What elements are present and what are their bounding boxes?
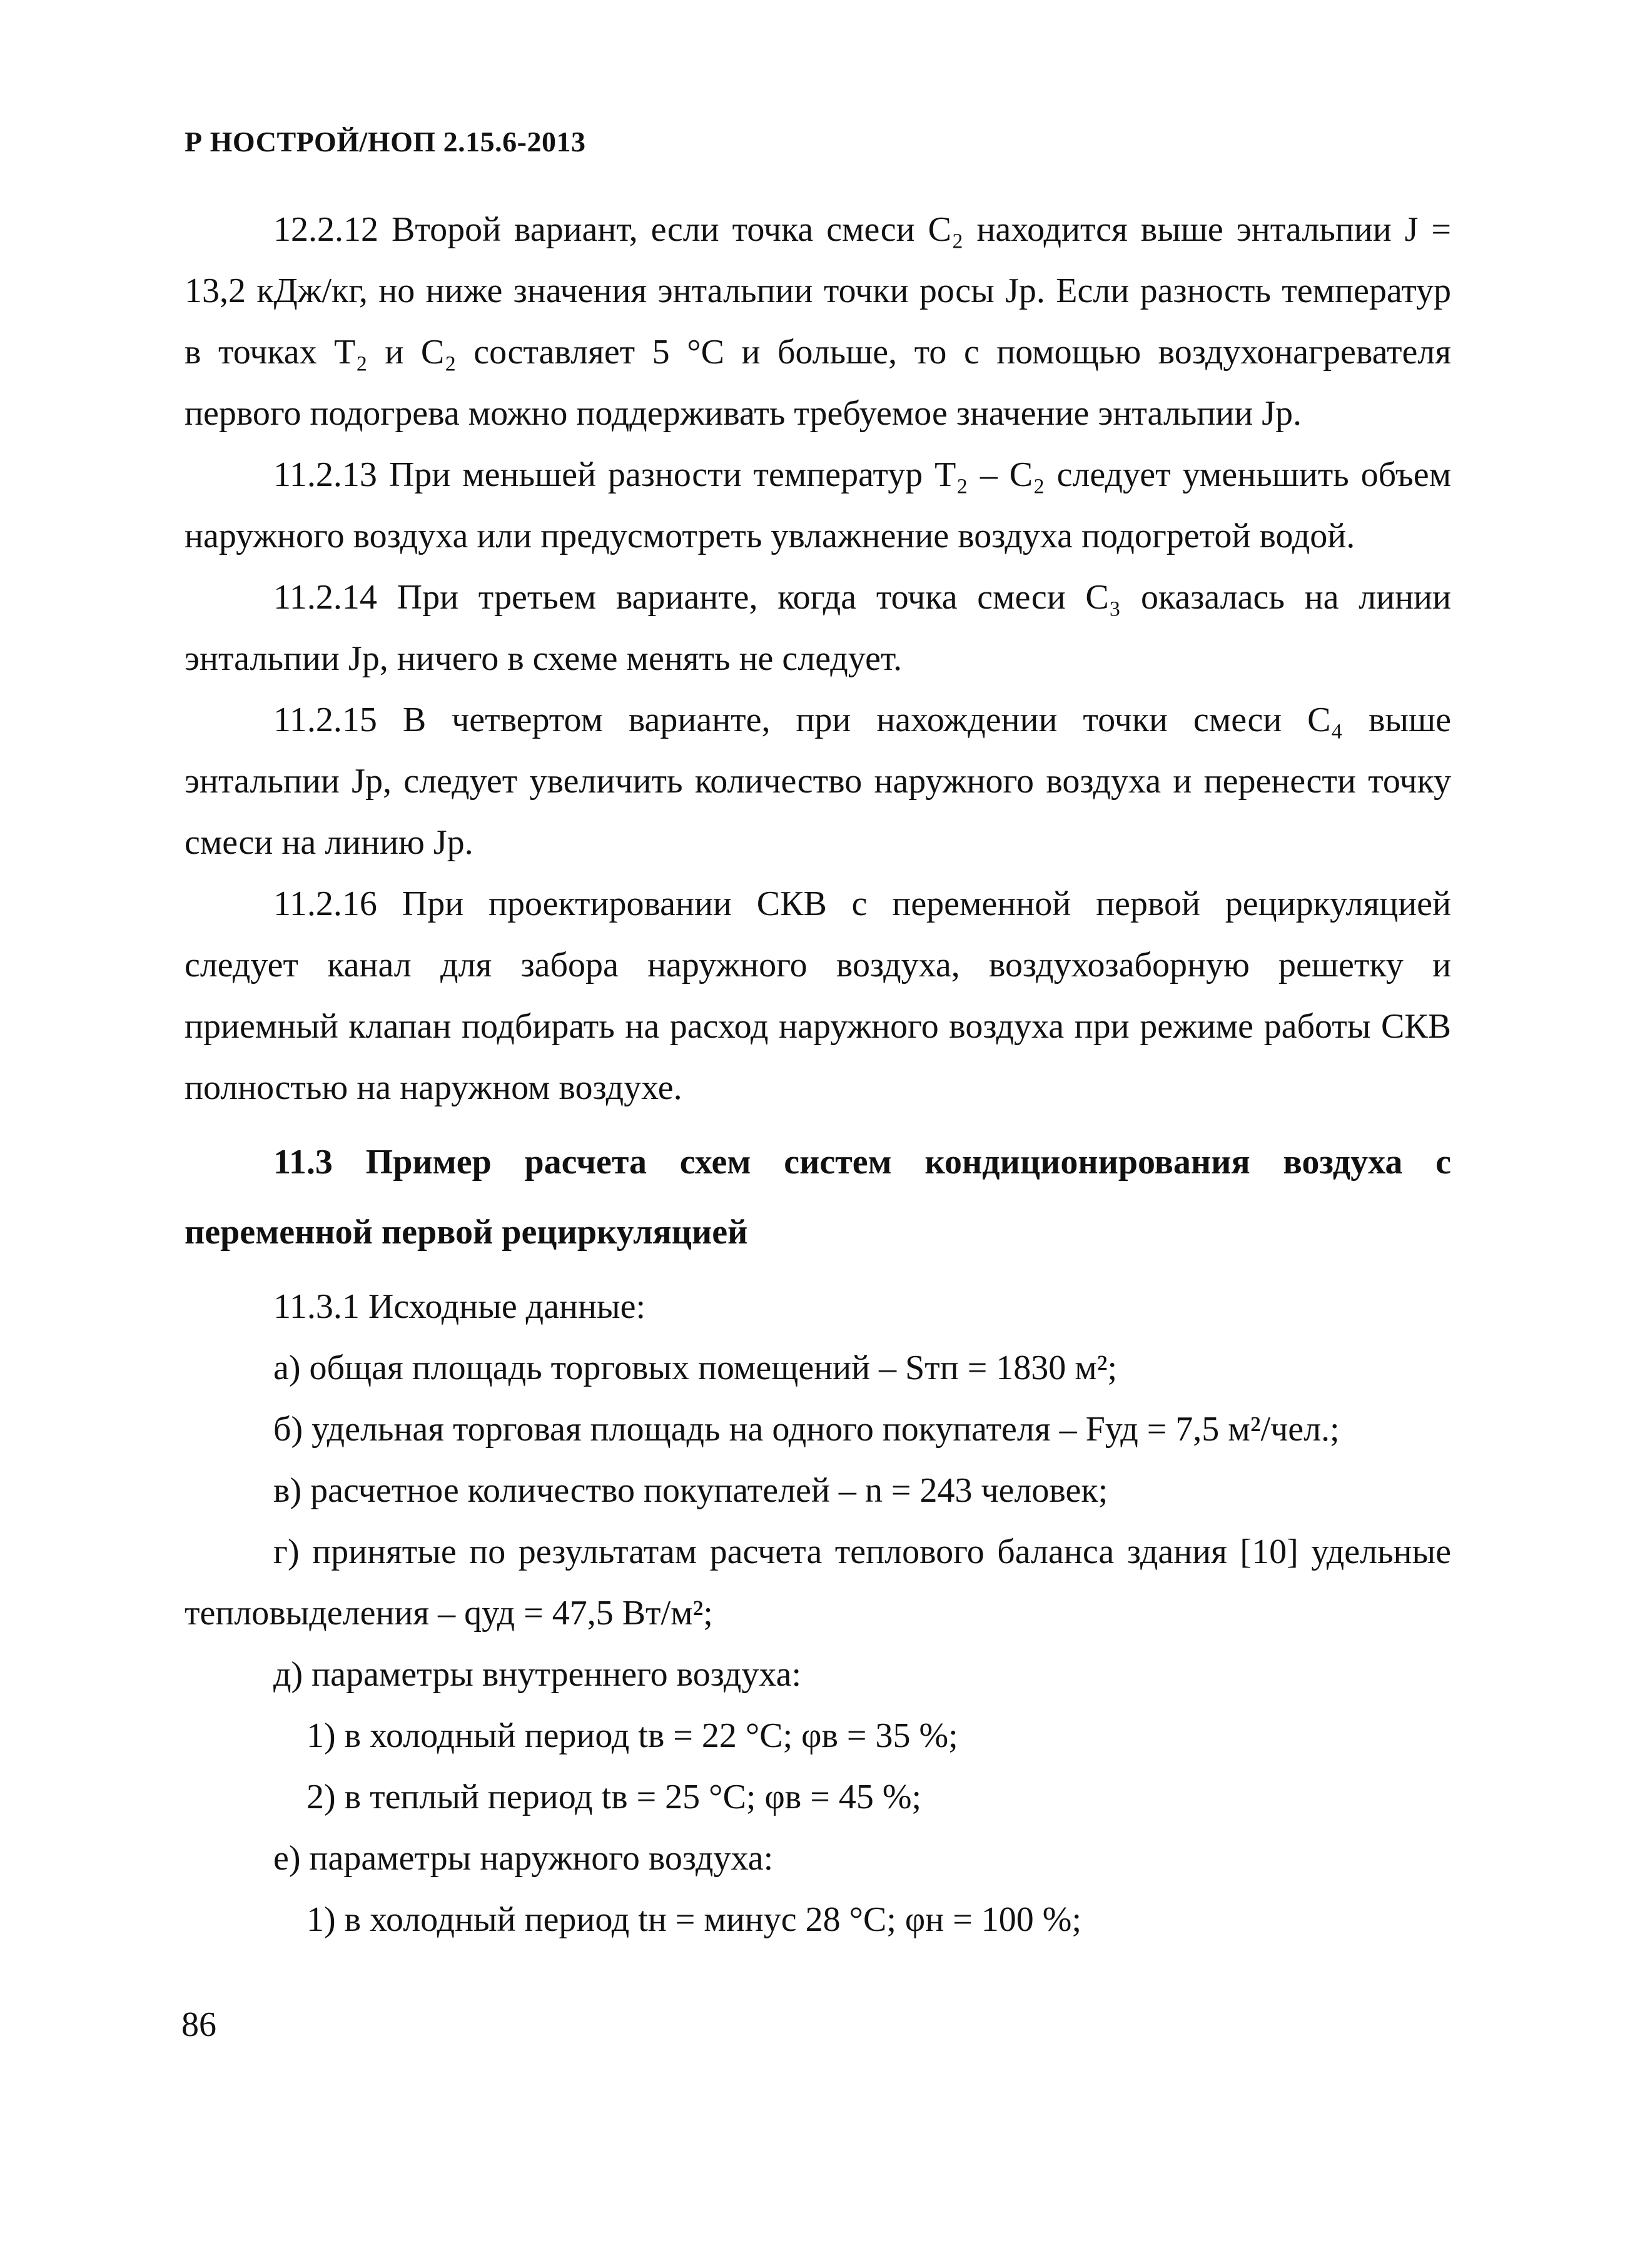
outer-air-cold: 1) в холодный период tн = минус 28 °С; φн = 100 %; — [306, 1900, 1081, 1939]
paragraph-11-2-15: 11.2.15 В четвертом варианте, при нахождении точки смеси C₄ выше энтальпии Jр, следует увеличить количество наружного воздуха и перенести точку смеси на линию Jр. — [185, 701, 1451, 862]
paragraph-11-2-16: 11.2.16 При проектировании СКВ с переменной первой рециркуляцией следует канал для забора наружного воздуха, воздухозаборную решетку и приемный клапан подбирать на расход наружного воздуха при режиме работы СКВ полностью на наружном воздухе. — [185, 884, 1451, 1107]
outer-air-title: е) параметры наружного воздуха: — [273, 1839, 774, 1878]
document-header: Р НОСТРОЙ/НОП 2.15.6-2013 — [185, 126, 586, 158]
list-item-d: д) параметры внутреннего воздуха: — [273, 1655, 802, 1694]
list-item-a: а) общая площадь торговых помещений – Sтп = 1830 м²; — [273, 1349, 1118, 1387]
inner-air-warm: 2) в теплый период tв = 25 °С; φв = 45 %; — [306, 1778, 922, 1816]
paragraph-11-2-14: 11.2.14 При третьем варианте, когда точка смеси C₃ оказалась на линии энтальпии Jр, ничего в схеме менять не следует. — [185, 578, 1451, 678]
paragraph-11-2-13: 11.2.13 При меньшей разности температур T₂ – C₂ следует уменьшить объем наружного воздуха или предусмотреть увлажнение воздуха подогретой водой. — [185, 455, 1451, 555]
page-number: 86 — [181, 2005, 216, 2044]
list-item-v: в) расчетное количество покупателей – n = 243 человек; — [273, 1471, 1108, 1510]
section-heading-11-3: 11.3 Пример расчета схем систем кондиционирования воздуха с переменной первой рециркуляцией — [185, 1143, 1451, 1252]
document-body — [185, 199, 1451, 1950]
paragraph-12-2-12: 12.2.12 Второй вариант, если точка смеси C₂ находится выше энтальпии J = 13,2 кДж/кг, но ниже значения энтальпии точки росы Jр. Если разность температур в точках T₂ и C₂ составляет 5 °С и больше, то с помощью воздухонагревателя первого подогрева можно поддерживать требуемое значение энтальпии Jр. — [185, 210, 1451, 433]
list-item-g: г) принятые по результатам расчета теплового баланса здания [10] удельные тепловыделения – qуд = 47,5 Вт/м²; — [185, 1532, 1451, 1633]
list-item-b: б) удельная торговая площадь на одного покупателя – Fуд = 7,5 м²/чел.; — [273, 1410, 1340, 1449]
inner-air-cold: 1) в холодный период tв = 22 °С; φв = 35 %; — [306, 1716, 958, 1755]
initial-data-title: 11.3.1 Исходные данные: — [273, 1287, 645, 1326]
